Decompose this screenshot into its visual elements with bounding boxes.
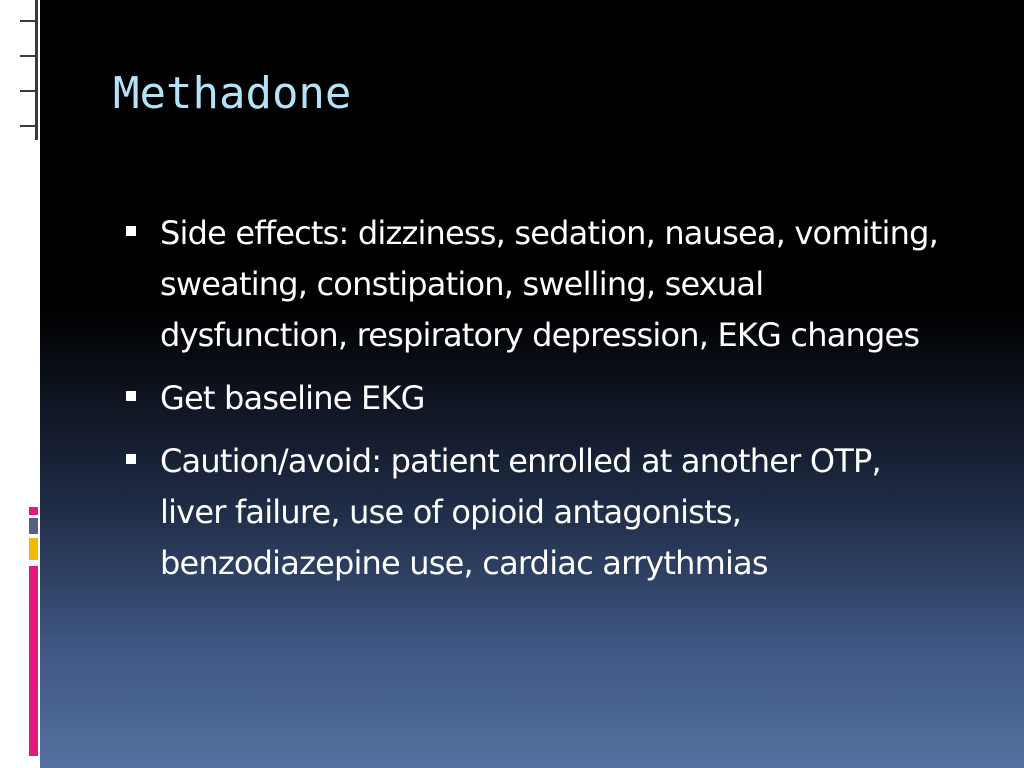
decorative-bar (20, 20, 35, 22)
slide-title: Methadone (113, 68, 352, 119)
square-bullet-icon (126, 391, 136, 401)
decorative-line (35, 0, 38, 140)
bullet-item (120, 373, 950, 424)
bullet-item (120, 208, 950, 361)
accent-stripe-yellow (29, 538, 38, 560)
accent-stripe-gray (29, 518, 38, 534)
bullet-list (120, 208, 950, 601)
left-margin-strip (0, 0, 40, 768)
bullet-text: Side effects: dizziness, sedation, nausea, vomiting, sweating, constipation, swelling, sexual dysfunction, respiratory depression, EKG changes (160, 214, 938, 354)
bullet-text: Caution/avoid: patient enrolled at another OTP, liver failure, use of opioid antagonists, benzodiazepine use, cardiac arrythmias (160, 442, 881, 582)
decorative-bar (20, 125, 35, 127)
decorative-bar (20, 55, 35, 57)
bullet-text: Get baseline EKG (160, 379, 425, 417)
accent-stripe-magenta-top (29, 507, 38, 515)
bullet-item (120, 436, 950, 589)
decorative-bar (20, 90, 35, 92)
square-bullet-icon (126, 454, 136, 464)
accent-stripe-magenta (29, 566, 38, 756)
square-bullet-icon (126, 226, 136, 236)
